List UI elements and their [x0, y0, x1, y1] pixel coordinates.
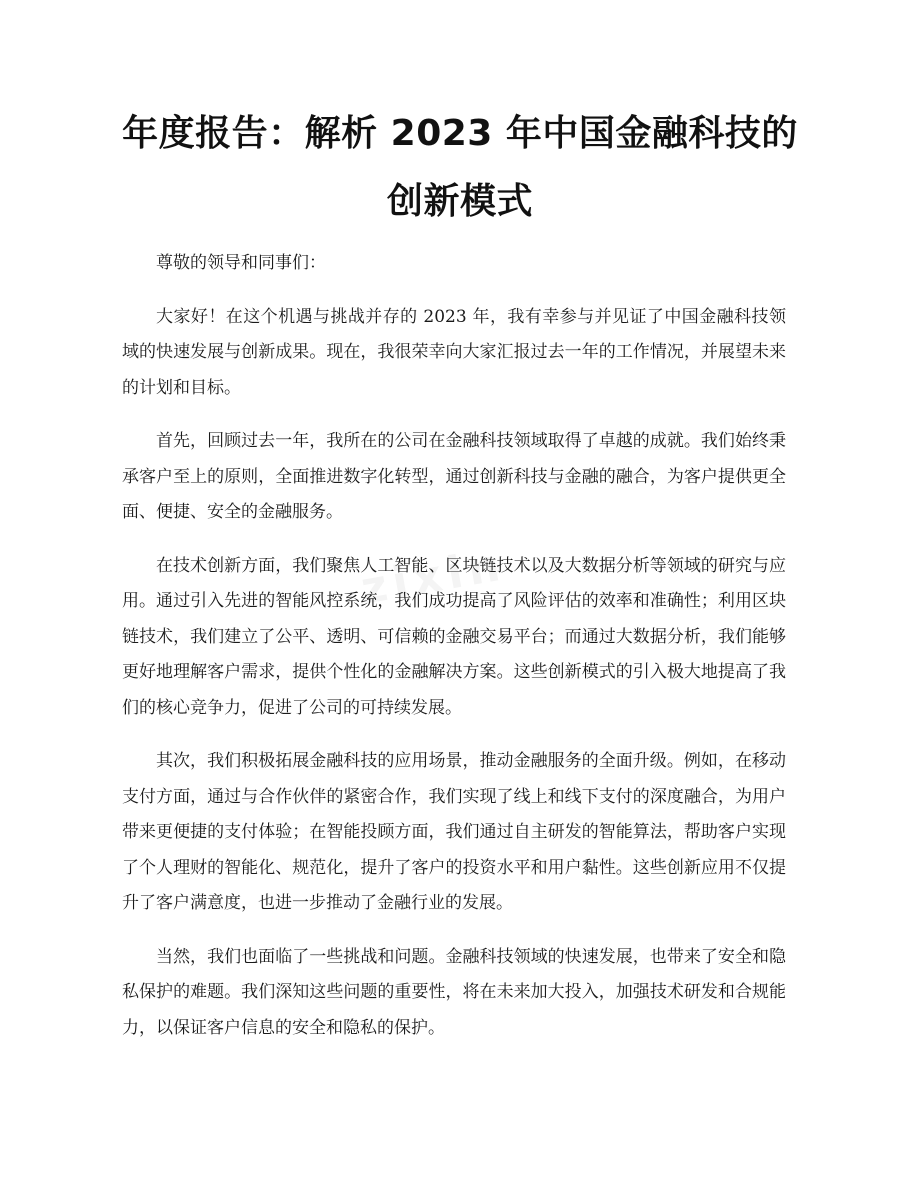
salutation: 尊敬的领导和同事们： [156, 253, 326, 273]
document-title: 年度报告：解析 2023 年中国金融科技的创新模式 [122, 113, 798, 222]
paragraph-1: 大家好！在这个机遇与挑战并存的 2023 年，我有幸参与并见证了中国金融科技领域的快速发展与创新成果。现在，我很荣幸向大家汇报过去一年的工作情况，并展望未来的计划和目标。 [122, 306, 786, 398]
paragraph-3: 在技术创新方面，我们聚焦人工智能、区块链技术以及大数据分析等领域的研究与应用。通过引入先进的智能风控系统，我们成功提高了风险评估的效率和准确性；利用区块链技术，我们建立了公平、透明、可信赖的金融交易平台；而通过大数据分析，我们能够更好地理解客户需求，提供个性化的金融解决方案。这些创新模式的引入极大地提高了我们的核心竞争力，促进了公司的可持续发展。 [122, 555, 786, 718]
paragraph-5: 当然，我们也面临了一些挑战和问题。金融科技领域的快速发展，也带来了安全和隐私保护的难题。我们深知这些问题的重要性，将在未来加大投入，加强技术研发和合规能力，以保证客户信息的安全和隐私的保护。 [122, 946, 786, 1038]
document-body [122, 246, 786, 1064]
paragraph-2: 首先，回顾过去一年，我所在的公司在金融科技领域取得了卓越的成就。我们始终秉承客户至上的原则，全面推进数字化转型，通过创新科技与金融的融合，为客户提供更全面、便捷、安全的金融服务。 [122, 431, 786, 522]
paragraph-4: 其次，我们积极拓展金融科技的应用场景，推动金融服务的全面升级。例如，在移动支付方面，通过与合作伙伴的紧密合作，我们实现了线上和线下支付的深度融合，为用户带来更便捷的支付体验；在智能投顾方面，我们通过自主研发的智能算法，帮助客户实现了个人理财的智能化、规范化，提升了客户的投资水平和用户黏性。这些创新应用不仅提升了客户满意度，也进一步推动了金融行业的发展。 [122, 751, 786, 913]
watermark: zixin [357, 539, 510, 615]
